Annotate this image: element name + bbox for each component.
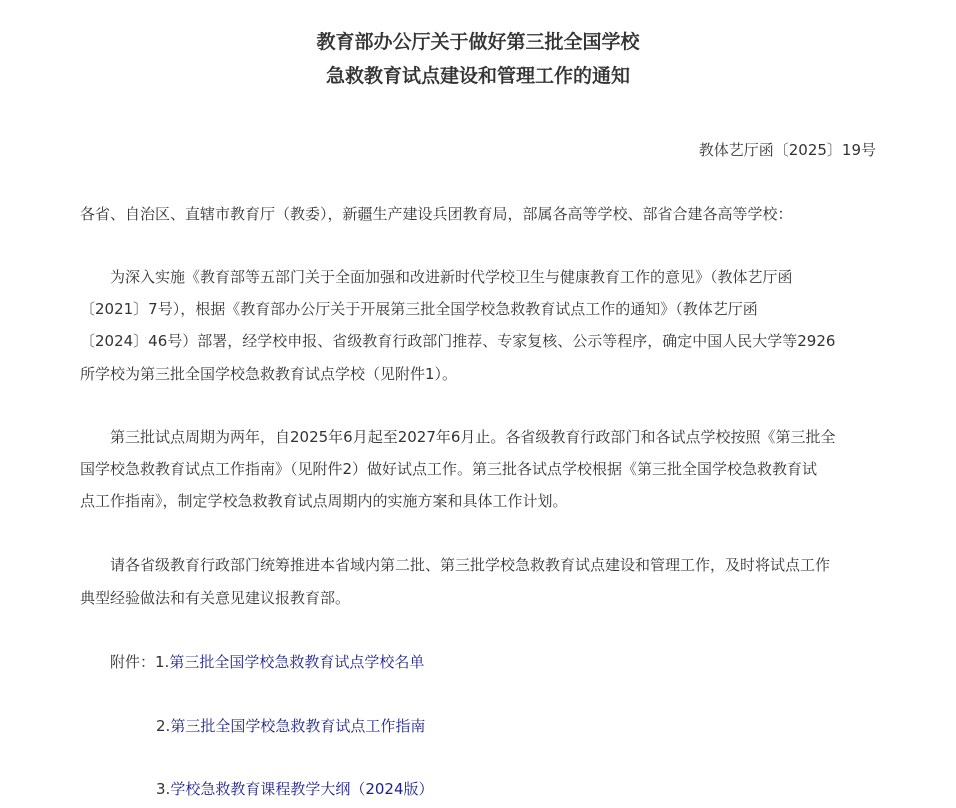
page-title-line-1: 教育部办公厅关于做好第三批全国学校: [316, 31, 640, 53]
attachment-row: [156, 779, 434, 799]
attachment-row: [110, 652, 424, 672]
attachment-number: 3.: [156, 780, 171, 798]
paragraph-3-line: 请各省级教育行政部门统筹推进本省域内第二批、第三批学校急救教育试点建设和管理工作，及时将试点工作: [110, 556, 831, 574]
paragraph-2-line: 点工作指南》，制定学校急救教育试点周期内的实施方案和具体工作计划。: [80, 492, 568, 510]
paragraph-1-line: 〔2024〕46号）部署，经学校申报、省级教育行政部门推荐、专家复核、公示等程序，确定中国人民大学等2926: [80, 332, 836, 350]
attachments-label: 附件：: [110, 653, 156, 671]
paragraph-2-line: 国学校急救教育试点工作指南》（见附件2）做好试点工作。第三批各试点学校根据《第三批全国学校急救教育试: [80, 460, 818, 478]
attachment-link-2[interactable]: 第三批全国学校急救教育试点工作指南: [170, 717, 426, 735]
attachment-row: [156, 716, 425, 736]
paragraph-2-line: 第三批试点周期为两年，自2025年6月起至2027年6月止。各省级教育行政部门和各试点学校按照《第三批全: [110, 428, 836, 446]
page-title-line-2: 急救教育试点建设和管理工作的通知: [325, 65, 630, 87]
paragraph-1-line: 所学校为第三批全国学校急救教育试点学校（见附件1）。: [80, 365, 458, 383]
attachment-link-1[interactable]: 第三批全国学校急救教育试点学校名单: [169, 653, 425, 671]
paragraph-3-line: 典型经验做法和有关意见建议报教育部。: [80, 589, 351, 607]
salutation: 各省、自治区、直辖市教育厅（教委），新疆生产建设兵团教育局，部属各高等学校、部省合建各高等学校：: [80, 205, 793, 223]
attachment-link-3[interactable]: 学校急救教育课程教学大纲（2024版）: [170, 780, 434, 798]
attachment-number: 1.: [155, 653, 170, 671]
attachment-number: 2.: [156, 717, 171, 735]
paragraph-1-line: 〔2021〕7号），根据《教育部办公厅关于开展第三批全国学校急救教育试点工作的通知》（教体艺厅函: [80, 300, 758, 318]
paragraph-1-line: 为深入实施《教育部等五部门关于全面加强和改进新时代学校卫生与健康教育工作的意见》（教体艺厅函: [110, 268, 793, 286]
document-number: 教体艺厅函〔2025〕19号: [698, 141, 876, 159]
